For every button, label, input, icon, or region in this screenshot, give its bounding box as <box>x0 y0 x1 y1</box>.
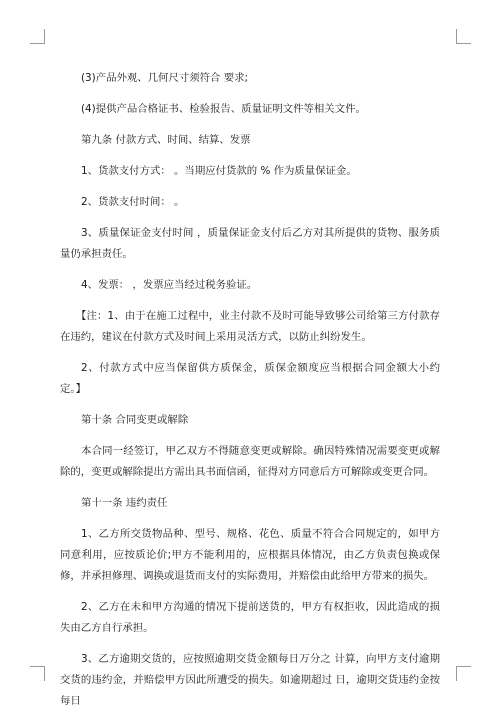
section-heading-article-10: 第十条 合同变更或解除 <box>81 414 189 426</box>
paragraph-item-4: (4)提供产品合格证书、检验报告、质量证明文件等相关文件。 <box>81 103 366 115</box>
document-body <box>60 68 440 722</box>
paragraph-payment-time: 2、货款支付时间： 。 <box>81 196 185 208</box>
section-heading-article-11: 第十一条 违约责任 <box>81 497 168 509</box>
paragraph-breach-3: 3、乙方逾期交货的，应按照逾期交货金额每日万分之 计算，向甲方支付逾期交货的违约金，并赔偿甲方因此所遭受的损失。如逾期超过 日，逾期交货违约金按每日 <box>60 653 440 707</box>
paragraph-item-3: (3)产品外观、几何尺寸须符合 要求; <box>81 72 248 84</box>
crop-mark-bottom-right <box>456 666 471 681</box>
paragraph-quality-deposit: 3、质量保证金支付时间 ，质量保证金支付后乙方对其所提供的货物、服务质量仍承担责任。 <box>60 227 440 260</box>
paragraph-invoice: 4、发票： ，发票应当经过税务验证。 <box>81 279 258 291</box>
paragraph-note-2: 2、付款方式中应当保留供方质保金，质保金额度应当根据合同金额大小约定。】 <box>60 362 440 395</box>
paragraph-payment-method: 1、货款支付方式： 。当期应付货款的 % 作为质量保证金。 <box>81 165 357 177</box>
crop-mark-bottom-left <box>30 666 45 681</box>
paragraph-breach-2: 2、乙方在未和甲方沟通的情况下提前送货的，甲方有权拒收，因此造成的损失由乙方自行承担。 <box>60 601 440 634</box>
paragraph-breach-1: 1、乙方所交货物品种、型号、规格、花色、质量不符合合同规定的，如甲方同意利用，应按质论价;甲方不能利用的，应根据具体情况，由乙方负责包换或保修，并承担修理、调换或退货而支付的实际费用，并赔偿由此给甲方带来的损失。 <box>60 528 440 582</box>
paragraph-contract-change: 本合同一经签订，甲乙双方不得随意变更或解除。确因特殊情况需要变更或解除的，变更或解除提出方需出具书面信函，征得对方同意后方可解除或变更合同。 <box>60 445 440 478</box>
paragraph-note-1: 【注：1、由于在施工过程中，业主付款不及时可能导致够公司给第三方付款存在违约，建议在付款方式及时间上采用灵活方式，以防止纠纷发生。 <box>60 310 440 343</box>
section-heading-article-9: 第九条 付款方式、时间、结算、发票 <box>81 134 251 146</box>
crop-mark-top-left <box>30 29 45 44</box>
crop-mark-top-right <box>456 29 471 44</box>
